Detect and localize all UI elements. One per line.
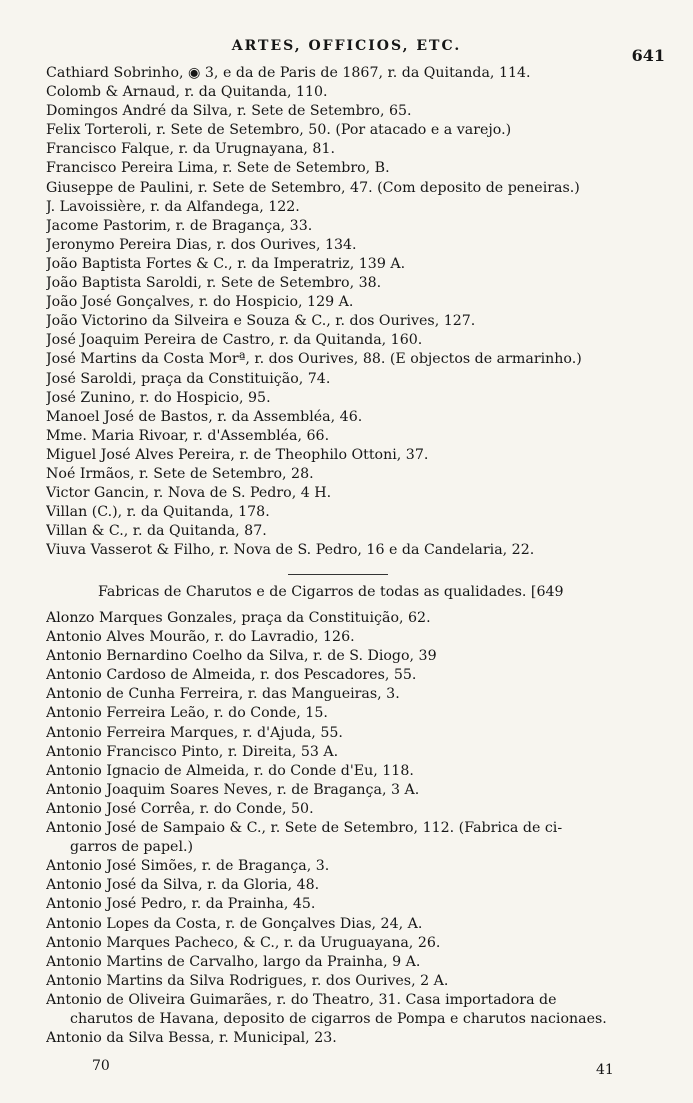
- list-item: Jacome Pastorim, r. de Bragança, 33.: [46, 217, 313, 234]
- list-item: Antonio Cardoso de Almeida, r. dos Pescadores, 55.: [46, 667, 417, 684]
- list-item: Antonio Ferreira Marques, r. d'Ajuda, 55.: [46, 724, 343, 741]
- list-item: Antonio Ferreira Leão, r. do Conde, 15.: [46, 705, 328, 722]
- list-item: Antonio Martins de Carvalho, largo da Prainha, 9 A.: [46, 953, 421, 970]
- list-item: Antonio Alves Mourão, r. do Lavradio, 126.: [46, 629, 355, 646]
- section-heading: Fabricas de Charutos e de Cigarros de todas as qualidades. [649: [98, 584, 564, 600]
- section-divider: [288, 574, 388, 575]
- footer-signature-right: 41: [596, 1062, 614, 1078]
- list-item: Felix Torteroli, r. Sete de Setembro, 50. (Por atacado e a varejo.): [46, 122, 512, 139]
- list-item: Antonio Francisco Pinto, r. Direita, 53 A.: [46, 743, 339, 760]
- list-item: Antonio Martins da Silva Rodrigues, r. dos Ourives, 2 A.: [46, 972, 449, 989]
- list-item: Alonzo Marques Gonzales, praça da Constituição, 62.: [46, 610, 431, 626]
- entry-list-charutos: [46, 609, 671, 1048]
- list-item: João Victorino da Silveira e Souza & C., r. dos Ourives, 127.: [46, 313, 476, 330]
- list-item: Francisco Falque, r. da Urugnayana, 81.: [46, 141, 335, 158]
- list-item: Domingos André da Silva, r. Sete de Setembro, 65.: [46, 103, 412, 120]
- entry-list-artes: [46, 64, 671, 560]
- list-item-continuation: charutos de Havana, deposito de cigarros de Pompa e charutos nacionaes.: [70, 1010, 607, 1027]
- footer-signature-left: 70: [92, 1058, 110, 1074]
- list-item: Villan & C., r. da Quitanda, 87.: [46, 523, 267, 540]
- list-item: Antonio José Pedro, r. da Prainha, 45.: [46, 896, 316, 913]
- list-item: Francisco Pereira Lima, r. Sete de Setembro, B.: [46, 160, 390, 177]
- list-item: Jeronymo Pereira Dias, r. dos Ourives, 134.: [46, 236, 357, 253]
- list-item: Giuseppe de Paulini, r. Sete de Setembro, 47. (Com deposito de peneiras.): [46, 179, 580, 196]
- list-item: Antonio Bernardino Coelho da Silva, r. de S. Diogo, 39: [46, 648, 437, 665]
- list-item: Antonio José de Sampaio & C., r. Sete de Setembro, 112. (Fabrica de ci-: [46, 820, 563, 837]
- list-item: Colomb & Arnaud, r. da Quitanda, 110.: [46, 84, 328, 101]
- list-item: Mme. Maria Rivoar, r. d'Assembléa, 66.: [46, 427, 330, 444]
- list-item: Antonio de Oliveira Guimarães, r. do Theatro, 31. Casa importadora de: [46, 991, 557, 1008]
- list-item: José Joaquim Pereira de Castro, r. da Quitanda, 160.: [46, 332, 423, 349]
- list-item: Noé Irmãos, r. Sete de Setembro, 28.: [46, 465, 314, 482]
- list-item: Antonio Joaquim Soares Neves, r. de Bragança, 3 A.: [46, 781, 420, 798]
- list-item: Antonio José da Silva, r. da Gloria, 48.: [46, 877, 320, 894]
- list-item: Antonio Ignacio de Almeida, r. do Conde d'Eu, 118.: [46, 762, 414, 779]
- list-item: João José Gonçalves, r. do Hospicio, 129 A.: [46, 294, 354, 311]
- list-item: Antonio Marques Pacheco, & C., r. da Uruguayana, 26.: [46, 934, 441, 951]
- list-item: Antonio de Cunha Ferreira, r. das Mangueiras, 3.: [46, 686, 400, 703]
- list-item: Antonio José Corrêa, r. do Conde, 50.: [46, 800, 314, 817]
- list-item: Antonio Lopes da Costa, r. de Gonçalves Dias, 24, A.: [46, 915, 423, 932]
- list-item-continuation: garros de papel.): [70, 839, 194, 856]
- list-item: J. Lavoissière, r. da Alfandega, 122.: [46, 198, 300, 215]
- list-item: José Saroldi, praça da Constituição, 74.: [46, 370, 331, 387]
- list-item: Miguel José Alves Pereira, r. de Theophilo Ottoni, 37.: [46, 446, 429, 463]
- list-item: Victor Gancin, r. Nova de S. Pedro, 4 H.: [46, 485, 332, 502]
- page-title: ARTES, OFFICIOS, ETC.: [231, 38, 462, 54]
- list-item: Villan (C.), r. da Quitanda, 178.: [46, 504, 270, 521]
- list-item: Manoel José de Bastos, r. da Assembléa, 46.: [46, 408, 363, 425]
- list-item: Antonio da Silva Bessa, r. Municipal, 23.: [46, 1030, 337, 1047]
- list-item: José Martins da Costa Morª, r. dos Ourives, 88. (E objectos de armarinho.): [46, 351, 582, 368]
- list-item: João Baptista Fortes & C., r. da Imperatriz, 139 A.: [46, 255, 406, 272]
- list-item: João Baptista Saroldi, r. Sete de Setembro, 38.: [46, 275, 382, 292]
- list-item: Cathiard Sobrinho, ◉ 3, e da de Paris de 1867, r. da Quitanda, 114.: [46, 65, 531, 81]
- list-item: Viuva Vasserot & Filho, r. Nova de S. Pedro, 16 e da Candelaria, 22.: [46, 542, 535, 559]
- page-number: 641: [631, 46, 665, 65]
- list-item: Antonio José Simões, r. de Bragança, 3.: [46, 858, 330, 875]
- list-item: José Zunino, r. do Hospicio, 95.: [46, 389, 271, 406]
